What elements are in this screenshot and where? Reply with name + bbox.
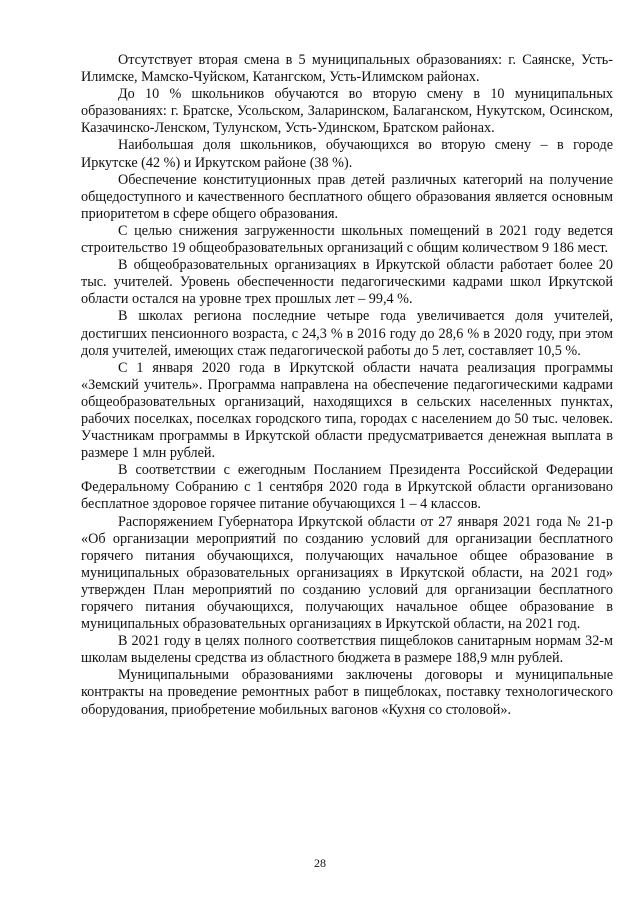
paragraph-governor-order: Распоряжением Губернатора Иркутской области от 27 января 2021 года № 21-р «Об организации мероприятий по созданию условий для организации бесплатного горячего питания обучающихся, получающих начальное общее образование в муниципальных образовательных организациях в Иркутской области, на 2021 год» утвержден План мероприятий по созданию условий для организации бесплатного горячего питания обучающихся, получающих начальное общее образование в муниципальных образовательных организациях в Иркутской области, на 2021 год. xyxy=(81,513,613,633)
paragraph-constitutional-rights: Обеспечение конституционных прав детей различных категорий на получение общедоступного и качественного бесплатного общего образования является основным приоритетом в сфере общего образования. xyxy=(81,171,613,222)
paragraph-school-construction: С целью снижения загруженности школьных помещений в 2021 году ведется строительство 19 общеобразовательных организаций с общим количеством 9 186 мест. xyxy=(81,222,613,257)
paragraph-municipal-contracts: Муниципальными образованиями заключены договоры и муниципальные контракты на проведение ремонтных работ в пищеблоках, поставку технологического оборудования, приобретение мобильных вагонов «Кухня со столовой». xyxy=(81,667,613,718)
paragraph-second-shift-10-percent: До 10 % школьников обучаются во вторую смену в 10 муниципальных образованиях: г. Братске, Усольском, Заларинском, Балаганском, Нукутском, Осинском, Казачинско-Ленском, Тулунском, Усть-Удинском, Братском районах. xyxy=(81,86,613,137)
document-body xyxy=(81,52,613,719)
page-number: 28 xyxy=(314,856,326,870)
paragraph-kitchen-funding: В 2021 году в целях полного соответствия пищеблоков санитарным нормам 32-м школам выделены средства из областного бюджета в размере 188,9 млн рублей. xyxy=(81,633,613,667)
paragraph-second-shift-absent: Отсутствует вторая смена в 5 муниципальных образованиях: г. Саянске, Усть-Илимске, Мамско-Чуйском, Катангском, Усть-Илимском районах. xyxy=(81,52,613,86)
paragraph-zemsky-teacher: С 1 января 2020 года в Иркутской области начата реализация программы «Земский учитель». Программа направлена на обеспечение педагогическими кадрами общеобразовательных организаций, находящихся в сельских населенных пунктах, рабочих поселках, поселках городского типа, городах с населением до 50 тыс. человек. Участникам программы в Иркутской области предусматривается денежная выплата в размере 1 млн рублей. xyxy=(81,359,613,462)
paragraph-hot-meals: В соответствии с ежегодным Посланием Президента Российской Федерации Федеральному Собранию с 1 сентября 2020 года в Иркутской области организовано бесплатное здоровое горячее питание обучающихся 1 – 4 классов. xyxy=(81,462,613,513)
paragraph-teacher-staffing: В общеобразовательных организациях в Иркутской области работает более 20 тыс. учителей. Уровень обеспеченности педагогическими кадрами школ Иркутской области остался на уровне трех прошлых лет – 99,4 %. xyxy=(81,257,613,308)
paragraph-teacher-age: В школах региона последние четыре года увеличивается доля учителей, достигших пенсионного возраста, с 24,3 % в 2016 году до 28,6 % в 2020 году, при этом доля учителей, имеющих стаж педагогической работы до 5 лет, составляет 10,5 %. xyxy=(81,308,613,359)
paragraph-second-shift-largest-share: Наибольшая доля школьников, обучающихся во вторую смену – в городе Иркутске (42 %) и Иркутском районе (38 %). xyxy=(81,137,613,171)
